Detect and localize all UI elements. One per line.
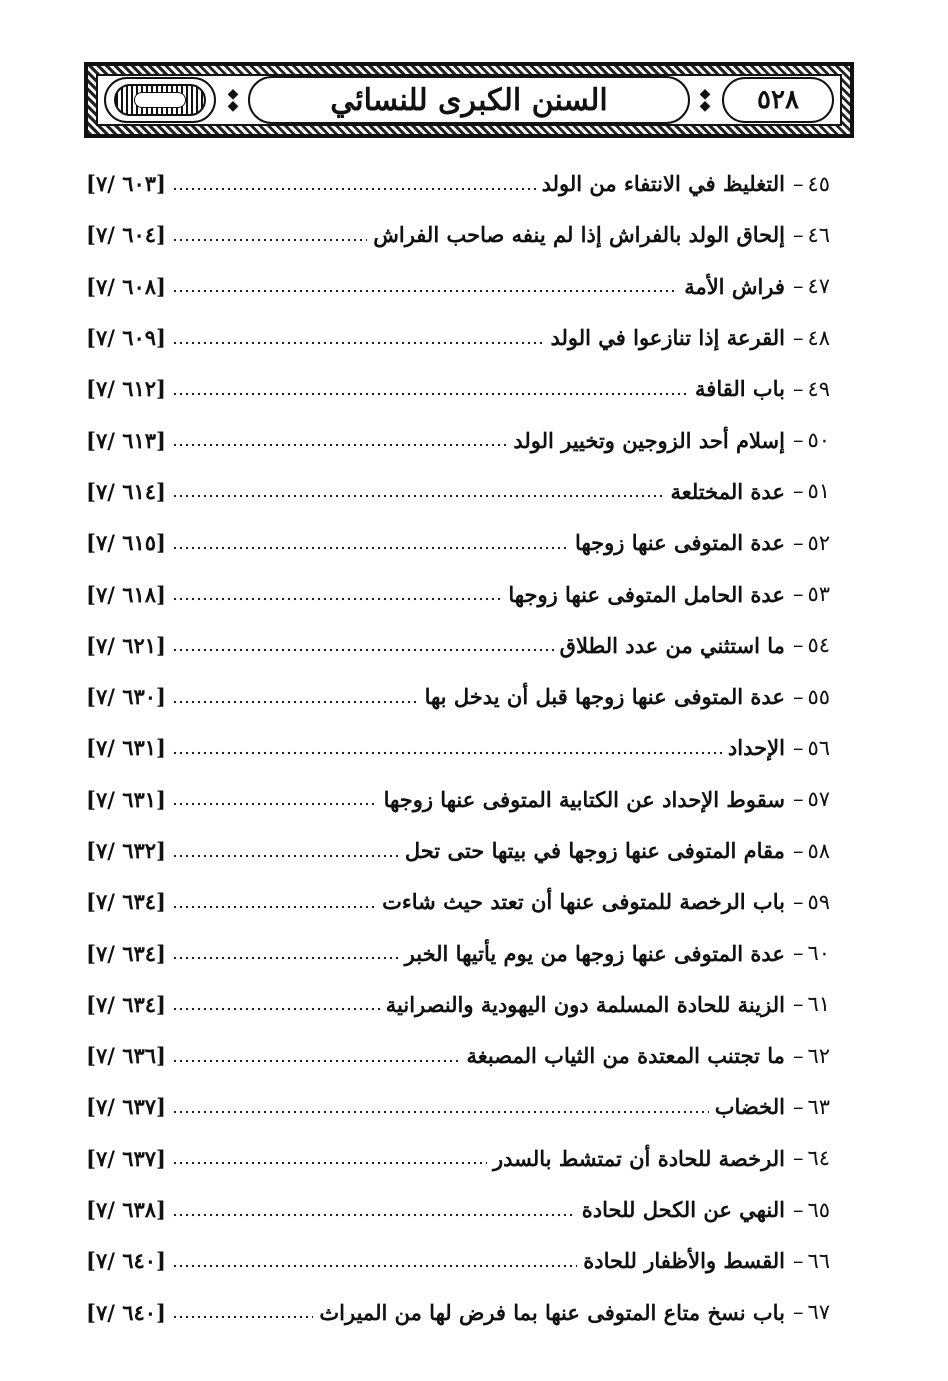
entry-title: الإحداد: [727, 735, 785, 761]
toc-entry[interactable]: [86, 927, 830, 978]
entry-reference: [٦٣٦ /٧]: [86, 1043, 166, 1069]
entry-title: عدة الحامل المتوفى عنها زوجها: [508, 581, 785, 607]
entry-dash: –: [792, 1146, 804, 1171]
toc-entry[interactable]: [86, 261, 830, 312]
entry-number: ٦٧: [807, 1300, 830, 1325]
toc-entry[interactable]: [86, 979, 830, 1030]
entry-dash: –: [792, 1043, 804, 1068]
toc-entry[interactable]: [86, 158, 830, 209]
dot-leader: [172, 493, 664, 499]
page-header: [84, 62, 854, 138]
entry-dash: –: [792, 889, 804, 914]
dot-leader: [172, 442, 507, 448]
dot-leader: [172, 1058, 461, 1064]
entry-dash: –: [792, 633, 804, 658]
entry-reference: [٦٠٩ /٧]: [86, 325, 166, 351]
toc-entry[interactable]: [86, 517, 830, 568]
entry-number: ٤٨: [807, 325, 830, 350]
entry-dash: –: [792, 941, 804, 966]
entry-dash: –: [792, 582, 804, 607]
entry-title: القسط والأظفار للحادة: [583, 1248, 785, 1274]
toc-entry[interactable]: [86, 671, 830, 722]
toc-entry[interactable]: [86, 1030, 830, 1081]
entry-number: ٦١: [807, 992, 830, 1017]
dot-leader: [172, 801, 378, 807]
page-number: ٥٢٨: [757, 85, 799, 115]
entry-reference: [٦٣٤ /٧]: [86, 991, 166, 1017]
entry-title: عدة المختلعة: [670, 478, 785, 504]
entry-number: ٥٦: [807, 735, 830, 760]
entry-reference: [٦٣٢ /٧]: [86, 838, 166, 863]
entry-dash: –: [792, 787, 804, 812]
toc-entry[interactable]: [86, 620, 830, 671]
book-seal-ornament: [104, 77, 216, 123]
entry-title: التغليظ في الانتفاء من الولد: [541, 171, 785, 197]
entry-dash: –: [792, 838, 804, 863]
toc-entry[interactable]: [86, 209, 830, 260]
entry-title: سقوط الإحداد عن الكتابية المتوفى عنها زوجها: [383, 786, 785, 812]
entry-reference: [٦٣١ /٧]: [86, 786, 166, 812]
entry-title: عدة المتوفى عنها زوجها: [575, 530, 785, 556]
entry-reference: [٦١٤ /٧]: [86, 478, 166, 504]
entry-dash: –: [792, 274, 804, 299]
entry-number: ٦٢: [807, 1043, 830, 1068]
dot-leader: [172, 545, 569, 551]
entry-number: ٥٥: [807, 684, 830, 709]
entry-reference: [٦٣٤ /٧]: [86, 940, 166, 966]
toc-entry[interactable]: [86, 1184, 830, 1235]
entry-dash: –: [792, 992, 804, 1017]
entry-title: فراش الأمة: [684, 273, 785, 299]
entry-title: الخضاب: [714, 1094, 785, 1120]
entry-reference: [٦٤٠ /٧]: [86, 1248, 166, 1274]
entry-dash: –: [792, 1300, 804, 1325]
entry-number: ٥٢: [807, 530, 830, 555]
book-seal-icon: [114, 84, 206, 116]
entry-dash: –: [792, 1094, 804, 1119]
dot-leader: [172, 904, 376, 910]
dot-leader: [172, 1006, 380, 1012]
entry-dash: –: [792, 1197, 804, 1222]
entry-reference: [٦٣١ /٧]: [86, 735, 166, 761]
entry-title: ما تجتنب المعتدة من الثياب المصبغة: [466, 1043, 785, 1069]
entry-reference: [٦٤٠ /٧]: [86, 1299, 166, 1325]
entry-number: ٥٩: [807, 889, 830, 914]
toc-entry[interactable]: [86, 1287, 830, 1338]
dot-leader: [172, 750, 722, 756]
entry-reference: [٦٠٤ /٧]: [86, 222, 166, 248]
entry-number: ٥٤: [807, 633, 830, 658]
entry-number: ٤٦: [807, 222, 830, 247]
dot-leader: [172, 237, 367, 243]
entry-title: ما استثني من عدد الطلاق: [559, 632, 785, 658]
toc-entry[interactable]: [86, 466, 830, 517]
entry-reference: [٦٣٧ /٧]: [86, 1094, 166, 1120]
entry-dash: –: [792, 684, 804, 709]
entry-reference: [٦٣٠ /٧]: [86, 684, 166, 710]
entry-dash: –: [792, 735, 804, 760]
entry-title: باب القافة: [695, 376, 785, 402]
entry-title: عدة المتوفى عنها زوجها من يوم يأتيها الخبر: [404, 940, 785, 966]
entry-dash: –: [792, 376, 804, 401]
entry-reference: [٦٣٧ /٧]: [86, 1145, 166, 1171]
entry-dash: –: [792, 530, 804, 555]
toc-entry[interactable]: [86, 1081, 830, 1132]
entry-reference: [٦٣٤ /٧]: [86, 889, 166, 915]
entry-title: إسلام أحد الزوجين وتخيير الولد: [513, 427, 785, 453]
toc-entry[interactable]: [86, 568, 830, 619]
dot-leader: [172, 288, 678, 294]
entry-reference: [٦٠٣ /٧]: [86, 171, 166, 197]
entry-dash: –: [792, 325, 804, 350]
dot-leader: [172, 1263, 577, 1269]
entry-number: ٥١: [807, 479, 830, 504]
entry-number: ٦٦: [807, 1248, 830, 1273]
entry-reference: [٦٣٨ /٧]: [86, 1197, 166, 1223]
toc-entry[interactable]: [86, 414, 830, 465]
toc-entry[interactable]: [86, 1133, 830, 1184]
page-number-cartouche: [722, 77, 834, 123]
diamond-ornament-icon: ◆ ◆: [699, 86, 711, 114]
entry-title: النهي عن الكحل للحادة: [581, 1197, 785, 1223]
dot-leader: [172, 1160, 487, 1166]
toc-entry[interactable]: [86, 774, 830, 825]
entry-title: عدة المتوفى عنها زوجها قبل أن يدخل بها: [424, 684, 785, 710]
entry-dash: –: [792, 1248, 804, 1273]
entry-number: ٥٠: [807, 428, 830, 453]
entry-title: مقام المتوفى عنها زوجها في بيتها حتى تحل: [404, 838, 785, 863]
entry-title: باب نسخ متاع المتوفى عنها بما فرض لها من الميراث: [319, 1299, 785, 1325]
toc-entry[interactable]: [86, 363, 830, 414]
entry-reference: [٦١٢ /٧]: [86, 376, 166, 402]
entry-title: باب الرخصة للمتوفى عنها أن تعتد حيث شاءت: [382, 889, 785, 915]
entry-number: ٥٧: [807, 787, 830, 812]
entry-dash: –: [792, 171, 804, 196]
entry-number: ٦٠: [807, 941, 830, 966]
diamond-ornament-icon: ◆ ◆: [227, 86, 239, 114]
dot-leader: [172, 699, 419, 705]
dot-leader: [172, 391, 689, 397]
running-title: السنن الكبرى للنسائي: [248, 76, 690, 124]
entry-dash: –: [792, 479, 804, 504]
dot-leader: [172, 1314, 313, 1320]
toc-entry[interactable]: [86, 825, 830, 876]
toc-entry[interactable]: [86, 1235, 830, 1286]
entry-number: ٥٨: [807, 838, 830, 863]
entry-number: ٦٣: [807, 1094, 830, 1119]
toc-entry[interactable]: [86, 312, 830, 363]
dot-leader: [172, 647, 554, 653]
entry-number: ٤٧: [807, 274, 830, 299]
dot-leader: [172, 853, 399, 859]
table-of-contents: [86, 158, 830, 1338]
dot-leader: [172, 596, 502, 602]
dot-leader: [172, 340, 544, 346]
entry-dash: –: [792, 222, 804, 247]
entry-number: ٤٩: [807, 376, 830, 401]
toc-entry[interactable]: [86, 722, 830, 773]
entry-title: الرخصة للحادة أن تمتشط بالسدر: [492, 1145, 785, 1171]
toc-entry[interactable]: [86, 876, 830, 927]
entry-dash: –: [792, 428, 804, 453]
entry-title: الزينة للحادة المسلمة دون اليهودية والنصرانية: [385, 991, 785, 1017]
dot-leader: [172, 955, 399, 961]
entry-number: ٦٤: [807, 1146, 830, 1171]
dot-leader: [172, 1212, 576, 1218]
entry-reference: [٦١٨ /٧]: [86, 581, 166, 607]
header-frame: [96, 74, 842, 126]
entry-number: ٦٥: [807, 1197, 830, 1222]
entry-title: إلحاق الولد بالفراش إذا لم ينفه صاحب الفراش: [373, 222, 785, 248]
dot-leader: [172, 186, 536, 192]
entry-number: ٥٣: [807, 582, 830, 607]
entry-title: القرعة إذا تنازعوا في الولد: [550, 325, 785, 351]
entry-number: ٤٥: [807, 171, 830, 196]
entry-reference: [٦١٥ /٧]: [86, 530, 166, 556]
entry-reference: [٦١٣ /٧]: [86, 427, 166, 453]
entry-reference: [٦٠٨ /٧]: [86, 273, 166, 299]
dot-leader: [172, 1109, 709, 1115]
entry-reference: [٦٢١ /٧]: [86, 632, 166, 658]
